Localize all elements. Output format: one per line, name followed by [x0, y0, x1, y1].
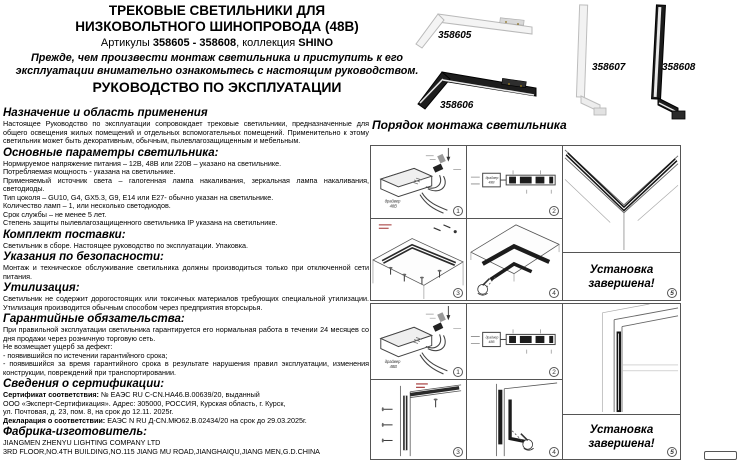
montage-step-panel: [466, 218, 563, 301]
installation-complete-panel: [562, 414, 681, 460]
installation-complete-text: завершена!: [588, 438, 655, 450]
step-number-badge: 3: [453, 288, 463, 298]
section-paragraph: Светильник не содержит дорогостоящих или токсичных материалов требующих специальной утилизации. Утилизация производится обычным способом через предприятия вторсырья.: [3, 294, 369, 312]
montage-step-panel: [466, 379, 563, 460]
section-package: [3, 229, 369, 251]
section-heading: Основные параметры светильника:: [3, 146, 219, 159]
step-number-badge: 5: [667, 288, 677, 298]
installation-complete-panel: [562, 252, 681, 301]
section-recycling: [3, 282, 369, 312]
declaration-label: Декларация о соответствии:: [3, 415, 106, 425]
page-title-line1: ТРЕКОВЫЕ СВЕТИЛЬНИКИ ДЛЯ: [108, 3, 326, 18]
installation-complete-text: Установка: [589, 424, 654, 436]
page-title-line2: НИЗКОВОЛЬТНОГО ШИНОПРОВОДА (48В): [75, 19, 359, 34]
certificate-number: № ЕАЭС RU C-CN.НА46.В.00639/20, выданный: [98, 390, 260, 399]
articles-line: [0, 36, 434, 50]
page-edge-fragment: [704, 451, 737, 460]
declaration-number: ЕАЭС N RU Д-CN.МЮ62.В.02434/20 на срок до 29.03.2025г.: [105, 415, 307, 425]
section-paragraph: Монтаж и техническое обслуживание светильника должны производиться только при отключенной сети питания.: [3, 263, 369, 281]
collection-name: SHINO: [298, 37, 334, 49]
parameter-line: Тип цоколя – GU10, G4, GX5.3, G9, E14 или E27- обычно указан на светильнике.: [3, 192, 274, 202]
step-number-badge: 1: [453, 206, 463, 216]
step-number-badge: 2: [549, 206, 559, 216]
articles-range: 358605 - 358608: [152, 37, 237, 49]
installation-complete-text: Установка: [589, 263, 654, 276]
montage-step-panel: [370, 218, 467, 301]
certifier-address-line: ООО «Эксперт-Сертификация». Адрес: 305000, РОССИЯ, Курская область, г. Курск,: [3, 398, 286, 408]
montage-step-panel: [370, 379, 467, 460]
montage-step-panel: [466, 145, 563, 219]
parameter-line: Срок службы – не менее 5 лет.: [3, 209, 107, 219]
section-heading: Указания по безопасности:: [3, 251, 164, 263]
section-factory: [3, 426, 369, 456]
section-certification: [3, 378, 369, 425]
section-paragraph: Светильник в сборе. Настоящее руководство по эксплуатации. Упаковка.: [3, 240, 249, 250]
section-purpose: [3, 107, 369, 146]
step-number-badge: 5: [667, 447, 677, 457]
certificate-label: Сертификат соответствия:: [3, 390, 99, 399]
header: [0, 3, 434, 96]
section-paragraph: - появившийся за время гарантийного срока в результате нарушения правил эксплуатации, изменения конструкции, повреждений при транспортировании.: [3, 359, 369, 377]
usage-notice: Прежде, чем произвести монтаж светильника и приступить к его эксплуатации внимательно ознакомьтесь с настоящим руководством.: [15, 52, 419, 77]
step-number-badge: 2: [549, 367, 559, 377]
section-safety: [3, 251, 369, 281]
parameter-line: Степень защиты пылевлагозащищенного светильника IP указана на светильнике.: [3, 218, 278, 227]
step-number-badge: 4: [549, 288, 559, 298]
montage-step-panel: [370, 145, 467, 219]
montage-step-panel: [466, 303, 563, 380]
montage-heading: Порядок монтажа светильника: [372, 118, 567, 132]
articles-prefix: Артикулы: [100, 37, 153, 49]
product-label-358607: 358607: [592, 62, 626, 73]
installation-complete-text: завершена!: [588, 277, 655, 290]
product-photo-358605: [408, 2, 540, 54]
section-paragraph: Не возмещает ущерб за дефект:: [3, 342, 113, 351]
declaration-line: [3, 417, 369, 426]
section-heading: Фабрика-изготовитель:: [3, 426, 147, 438]
section-heading: Назначение и область применения: [3, 107, 208, 119]
certifier-address-line: ул. Почтовая, д. 23, пом. 8, на срок до 12.11. 2025г.: [3, 407, 174, 416]
section-heading: Сведения о сертификации:: [3, 378, 165, 390]
step-number-badge: 4: [549, 447, 559, 457]
manual-title: РУКОВОДСТВО ПО ЭКСПЛУАТАЦИИ: [92, 79, 342, 95]
product-label-358605: 358605: [438, 30, 472, 41]
section-paragraph: Настоящее Руководство по эксплуатации сопровождает трековые светильники, предназначенные для общего освещения жилых помещений и отдельных вспомогательных помещений. Применительно к этому светильник может быть декоративным, обычным, пылевлагозащищенным и мебельным.: [3, 119, 369, 145]
section-warranty: [3, 313, 369, 377]
parameter-line: Применяемый источник света – галогенная лампа накаливания, зеркальная лампа накаливания, светодиоды.: [3, 175, 369, 193]
section-paragraph: При правильной эксплуатации светильника гарантируется его нормальная работа в течении 24 месяцев со дня продажи через розничную торговую сеть.: [3, 325, 369, 343]
step-number-badge: 3: [453, 447, 463, 457]
section-heading: Комплект поставки:: [3, 228, 126, 241]
parameter-line: Нормируемое напряжение питания – 12В, 48В или 220В – указано на светильнике.: [3, 158, 282, 168]
articles-mid: , коллекция: [236, 37, 299, 49]
section-heading: Утилизация:: [3, 282, 80, 294]
montage-illustration-panel: [562, 303, 681, 415]
manual-text-column: [3, 106, 369, 456]
factory-address: 3RD FLOOR,NO.4TH BUILDING,NO.115 JIANG MU ROAD,JIANGHAIQU,JIANG MEN,G.D.CHINA: [3, 446, 320, 456]
parameter-line: Потребляемая мощность - указана на светильнике.: [3, 167, 176, 176]
parameter-line: Количество ламп – 1, или несколько светодиодов.: [3, 201, 171, 210]
product-photo-358606: [410, 58, 544, 116]
factory-name: JIANGMEN ZHENYU LIGHTING COMPANY LTD: [3, 438, 161, 447]
section-heading: Гарантийные обязательства:: [3, 313, 185, 325]
product-label-358608: 358608: [662, 62, 696, 73]
section-parameters: [3, 147, 369, 228]
product-label-358606: 358606: [440, 100, 474, 111]
montage-step-panel: [370, 303, 467, 380]
montage-illustration-panel: [562, 145, 681, 253]
section-paragraph: - появившийся по истечении гарантийного срока;: [3, 350, 168, 360]
step-number-badge: 1: [453, 367, 463, 377]
